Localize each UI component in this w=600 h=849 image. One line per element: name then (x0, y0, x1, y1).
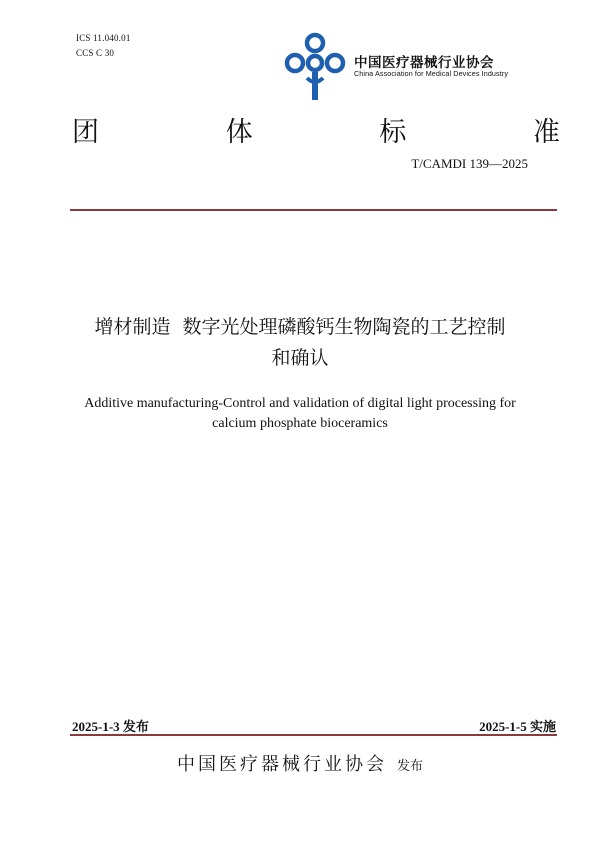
standard-type-char: 标 (379, 117, 407, 148)
org-name-cn: 中国医疗器械行业协会 (354, 55, 494, 71)
publish-date: 2025-1-3 发布 (72, 719, 149, 734)
bottom-divider (70, 734, 557, 736)
ccs-code: CCS C 30 (76, 48, 115, 58)
issuer (0, 750, 600, 776)
title-en-line: calcium phosphate bioceramics (212, 416, 388, 431)
camdi-logo-icon (281, 30, 349, 102)
top-divider (70, 209, 557, 211)
ics-code: ICS 11.040.01 (76, 33, 131, 43)
standard-number: T/CAMDI 139—2025 (411, 156, 528, 171)
title-cn-line: 和确认 (271, 347, 329, 369)
title-en (60, 394, 540, 434)
title-cn-line: 增材制造 数字光处理磷酸钙生物陶瓷的工艺控制 (94, 316, 506, 338)
standard-type-char: 体 (225, 117, 253, 148)
org-name-en: China Association for Medical Devices Industry (354, 69, 509, 78)
implement-date: 2025-1-5 实施 (479, 719, 556, 734)
issuer-suffix: 发布 (396, 759, 423, 774)
title-cn (60, 312, 540, 374)
issuer-name: 中国医疗器械行业协会 (176, 754, 387, 775)
standard-type-char: 团 (72, 117, 99, 148)
title-en-line: Additive manufacturing-Control and validation of digital light processing for (84, 396, 516, 411)
standard-type-heading (72, 110, 560, 149)
standard-type-char: 准 (532, 117, 560, 148)
